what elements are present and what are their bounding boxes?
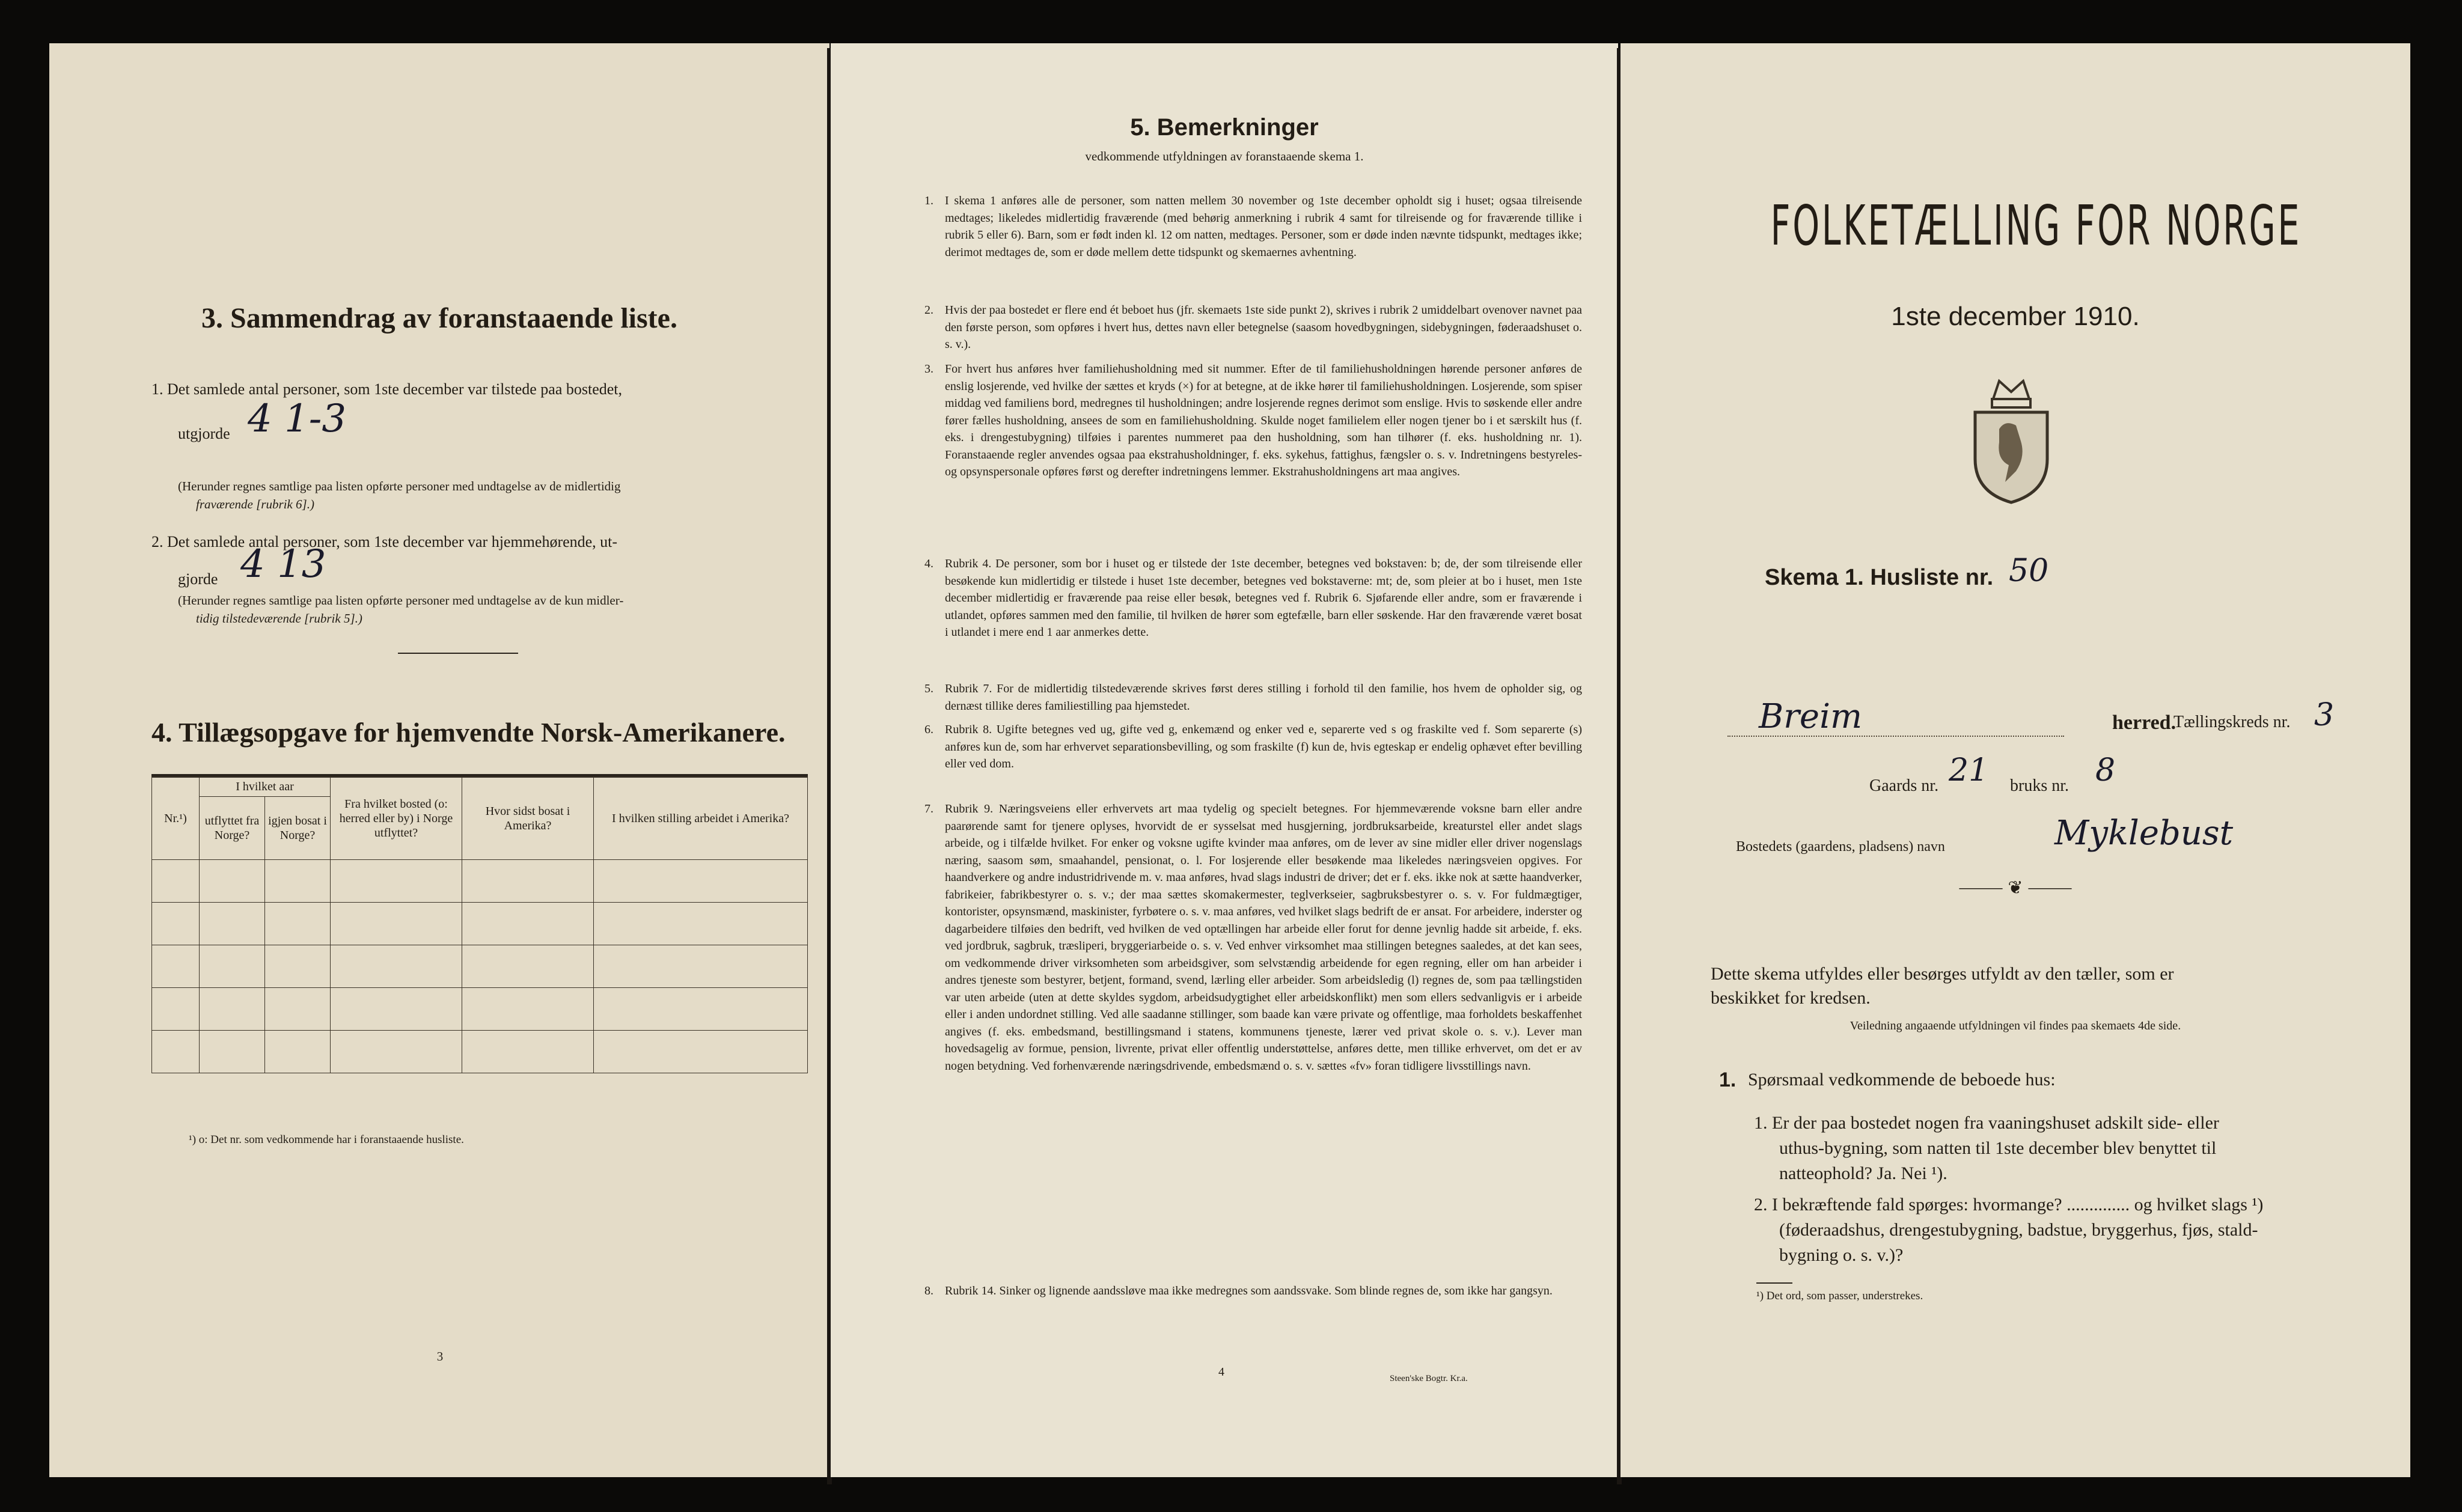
remark-text: Hvis der paa bostedet er flere end ét beboet hus (jfr. skemaets 1ste side punkt 2), skrives i rubrik 2 umiddelbart ovenover navnet paa den første person, som opføres i hvert hus, dettes navn eller betegnelse (saasom hovedbygningen, sidebygningen, føderaadshuset o. s. v.).	[945, 303, 1582, 351]
remark-text: Rubrik 7. For de midlertidig tilstedeværende skrives først deres stilling i forhold til den familie, hos hvem de opholder sig, og dernæst tillike deres familiestilling paa hjemstedet.	[945, 682, 1582, 713]
remark-num: 7.	[924, 802, 933, 815]
question-2-text-3: bygning o. s. v.)?	[1779, 1245, 1904, 1265]
question-1-text: 1. Er der paa bostedet nogen fra vaaningshuset adskilt side- eller	[1754, 1113, 2219, 1133]
guide-text: Veiledning angaaende utfyldningen vil findes paa skemaets 4de side.	[1850, 1019, 2181, 1032]
remark-item	[924, 192, 1582, 261]
remark-item	[924, 555, 1582, 641]
summary-item2-note: (Herunder regnes samtlige paa listen opførte personer med undtagelse av de kun midler-	[178, 593, 624, 608]
remark-item	[924, 302, 1582, 353]
col-emigrated: utflyttet fra Norge?	[200, 797, 265, 860]
col-last: Hvor sidst bosat i Amerika?	[462, 777, 594, 860]
remark-item	[924, 361, 1582, 481]
remark-text: I skema 1 anføres alle de personer, som natten mellem 30 november og 1ste december opholdt sig i huset; ogsaa tilreisende medtages; likeledes midlertidig fraværende (med behørig anmerkning i rubrik 4 samt for tilreisende og for fraværende tillike i rubrik 5 eller 6). Barn, som er født inden kl. 12 om natten, medtages. Personer, som er døde inden nævnte tidspunkt, medtages ikke; derimot medtages de, som er døde mellem dette tidspunkt og skemaernes avhentning.	[945, 194, 1582, 259]
printer-imprint: Steen'ske Bogtr. Kr.a.	[1390, 1374, 1468, 1383]
ornament-icon: ⸻ ❦ ⸻	[1958, 878, 2073, 898]
col-group-year: I hvilket aar	[200, 777, 331, 797]
remark-num: 2.	[924, 303, 933, 317]
question-2-text-2: (føderaadshus, drengestubygning, badstue, bryggerhus, fjøs, stald-	[1779, 1220, 2258, 1240]
summary-item1-value: 4 1-3	[248, 397, 347, 441]
summary-item2-value: 4 13	[240, 542, 326, 587]
question-1-text-3: natteophold? Ja. Nei ¹).	[1779, 1163, 1947, 1183]
cover-page	[1620, 43, 2410, 1477]
table-footnote: ¹) o: Det nr. som vedkommende har i foranstaaende husliste.	[189, 1133, 464, 1146]
remark-text: Rubrik 8. Ugifte betegnes ved ug, gifte ved g, enkemænd og enker ved e, separerte ved s og fraskilte ved f. Som separerte (s) anføres kun de, som har erhvervet separationsbevilling, og som fraskilte (f) kun de, hvis egteskap er endelig ophævet efter bevilling eller ved dom.	[945, 723, 1582, 770]
remarks-page	[831, 43, 1618, 1477]
footnote-rule	[1756, 1282, 1792, 1284]
remark-num: 6.	[924, 723, 933, 736]
bruks-value: 8	[2095, 752, 2116, 788]
question-header: Spørsmaal vedkommende de beboede hus:	[1748, 1070, 2056, 1090]
question-2-text: 2. I bekræftende fald spørges: hvormange? .............. og hvilket slags ¹)	[1754, 1195, 2264, 1215]
table-row	[152, 903, 808, 945]
col-nr: Nr.¹)	[152, 777, 200, 860]
remarks-subtitle: vedkommende utfyldningen av foranstaaende skema 1.	[1085, 149, 1364, 163]
section4-title: 4. Tillægsopgave for hjemvendte Norsk-Amerikanere.	[151, 717, 786, 748]
remark-item	[924, 1282, 1582, 1300]
col-position: I hvilken stilling arbeidet i Amerika?	[594, 777, 808, 860]
table-row	[152, 988, 808, 1031]
remark-text: For hvert hus anføres hver familiehusholdning med sit nummer. Efter de til familiehusholdningen hørende personer anføres de enslig losjerende, ved hvilke der sættes et kryds (×) for at betegne, at de ikke hører til familiehusholdningen. Losjerende, som spiser middag ved familiens bord, medregnes til husholdningen; andre losjerende regnes derimot som enslige. Hvis to søskende eller andre fører fælles husholdning, ansees de som en familiehusholdning. Skulde noget familielem eller nogen tjener bo i et særskilt hus (f. eks. i drengestubygning) tilføies i parentes nummeret paa den husholdning, som han tilhører (f. eks. husholdning nr. 1). Foranstaaende regler anvendes ogsaa paa ekstrahusholdninger, f. eks. sykehus, fattighus, fængsler o. s. v. Indretningens bestyreles- og opsynspersonale opføres først og derefter indretningens lemmer. Ekstrahusholdningens art maa angives.	[945, 362, 1582, 478]
summary-item1-text: 1. Det samlede antal personer, som 1ste december var tilstede paa bostedet,	[151, 380, 623, 398]
remark-num: 3.	[924, 362, 933, 376]
summary-page	[49, 43, 829, 1477]
remark-item	[924, 800, 1582, 1075]
remark-num: 1.	[924, 194, 933, 207]
bosted-value: Myklebust	[2054, 814, 2234, 853]
col-returned: igjen bosat i Norge?	[265, 797, 331, 860]
page-number: 4	[1218, 1365, 1224, 1379]
gaards-value: 21	[1949, 752, 1989, 788]
norsk-amerikanere-table	[151, 776, 808, 1073]
summary-item1-label: utgjorde	[178, 425, 230, 442]
intro-text: Dette skema utfyldes eller besørges utfyldt av den tæller, som er	[1711, 964, 2174, 984]
remark-num: 8.	[924, 1284, 933, 1297]
krets-value: 3	[2314, 697, 2335, 733]
husliste-number: 50	[2009, 553, 2049, 589]
table-row	[152, 1031, 808, 1073]
summary-item2-note-2: tidig tilstedeværende [rubrik 5].)	[196, 611, 362, 626]
remark-num: 5.	[924, 682, 933, 695]
gaards-label: Gaards nr.	[1869, 776, 1939, 795]
herred-label: herred.	[2112, 712, 2176, 734]
summary-item2-label: gjorde	[178, 570, 218, 588]
herred-value: Breim	[1759, 697, 1863, 736]
intro-text-2: beskikket for kredsen.	[1711, 988, 1871, 1008]
remark-text: Rubrik 4. De personer, som bor i huset og er tilstede der 1ste december, betegnes ved bokstaven: b; de, der som tilreisende eller besøkende kun midlertidig er tilstede i huset 1ste december, betegnes ved bokstaverne: mt; de, som pleier at bo i huset, men 1ste december midlertidig er fraværende paa reise eller besøk, betegnes ved f. Rubrik 6. Sjøfarende eller andre, som er fraværende i utlandet, opføres sammen med den familie, til hvilken de hører som egtefælle, barn eller søskende. Har den fraværende været bosat i utlandet i mere end 1 aar anmerkes dette.	[945, 557, 1582, 639]
cover-footnote: ¹) Det ord, som passer, understrekes.	[1756, 1290, 1923, 1302]
remark-item	[924, 721, 1582, 773]
remark-item	[924, 680, 1582, 715]
schema-label: Skema 1. Husliste nr.	[1765, 565, 1994, 590]
table-row	[152, 945, 808, 988]
remark-num: 4.	[924, 557, 933, 570]
summary-item2-text: 2. Det samlede antal personer, som 1ste december var hjemmehørende, ut-	[151, 533, 618, 550]
census-date: 1ste december 1910.	[1891, 302, 2140, 331]
remarks-title: 5. Bemerkninger	[1130, 114, 1319, 141]
page-number: 3	[436, 1349, 444, 1364]
coat-of-arms-icon	[1963, 375, 2059, 507]
table-row	[152, 860, 808, 903]
question-1-text-2: uthus-bygning, som natten til 1ste december blev benyttet til	[1779, 1138, 2217, 1158]
remark-text: Rubrik 9. Næringsveiens eller erhvervets art maa tydelig og specielt betegnes. For hjemmeværende voksne barn eller andre paarørende samt for tjenere oplyses, hvorvidt de er sysselsat med husgjerning, jordbruksarbeide, kreaturstel eller andet slags arbeide, og i tilfælde hvilket. For enker og voksne ugifte kvinder maa anføres, om de lever av sine midler eller driver nogenslags næring, saasom søm, smaahandel, pensionat, o. l. For losjerende eller besøkende maa likeledes næringsveien opgives. For haandverkere og andre industridrivende m. v. maa anføres, hvad slags industri de driver; det er f. eks. ikke nok at sætte haandverker, fabrikeier, fabrikbestyrer o. s. v.; der maa sættes skomakermester, teglverkseier, sagbruksbestyrer o. s. v. For fuldmægtiger, kontorister, opsynsmænd, maskinister, fyrbøtere o. s. v. maa anføres, ved hvilket slags bedrift de er ansat. For arbeidere, inderster og dagarbeidere tilføies den bedrift, ved hvilken de ved optællingen har arbeide eller forut for denne jevnlig hadde sit arbeide, f. eks. ved jordbruk, sagbruk, træsliperi, bryggeriarbeide o. s. v. Ved enhver virksomhet maa stillingen betegnes saaledes, at det kan sees, om vedkommende driver virksomheten som arbeidsgiver, som selvstændig arbeidende for egen regning, eller om han arbeider i andres tjeneste som bestyrer, betjent, formand, svend, lærling eller arbeider. Som arbeidsledig (l) regnes de, som paa tællingstiden var uten arbeide (uten at dette skyldes sygdom, arbeidsudygtighet eller arbeidskonflikt) men som ellers sedvanligvis er i arbeide eller i anden undordnet stilling. Ved alle saadanne stillinger, som baade kan være private og offentlige, maa forholdets beskaffenhet angives (f. eks. embedsmand, bestillingsmand i statens, kommunens tjeneste, lærer ved privat skole o. s. v.). Lever man hovedsagelig av formue, pension, livrente, privat eller offentlig understøttelse, anføres dette, men tillike erhvervet, om det er av nogen betydning. Ved forhenværende næringsdrivende, embedsmænd o. s. v. sættes «fv» foran tidligere livsstillings navn.	[945, 802, 1582, 1073]
col-from: Fra hvilket bosted (o: herred eller by) i Norge utflyttet?	[331, 777, 462, 860]
census-title: FOLKETÆLLING FOR NORGE	[1770, 194, 2302, 258]
summary-item1-note-2: fraværende [rubrik 6].)	[196, 497, 314, 511]
bosted-label: Bostedets (gaardens, pladsens) navn	[1736, 839, 1945, 855]
question-header-number: 1.	[1719, 1068, 1737, 1091]
summary-item1-note: (Herunder regnes samtlige paa listen opførte personer med undtagelse av de midlertidig	[178, 479, 621, 493]
krets-label: Tællingskreds nr.	[2173, 713, 2291, 731]
section3-title: 3. Sammendrag av foranstaaende liste.	[201, 302, 677, 334]
bruks-label: bruks nr.	[2010, 776, 2069, 795]
remark-text: Rubrik 14. Sinker og lignende aandssløve maa ikke medregnes som aandssvake. Som blinde regnes de, som ikke har gangsyn.	[945, 1284, 1553, 1297]
divider	[398, 653, 518, 654]
